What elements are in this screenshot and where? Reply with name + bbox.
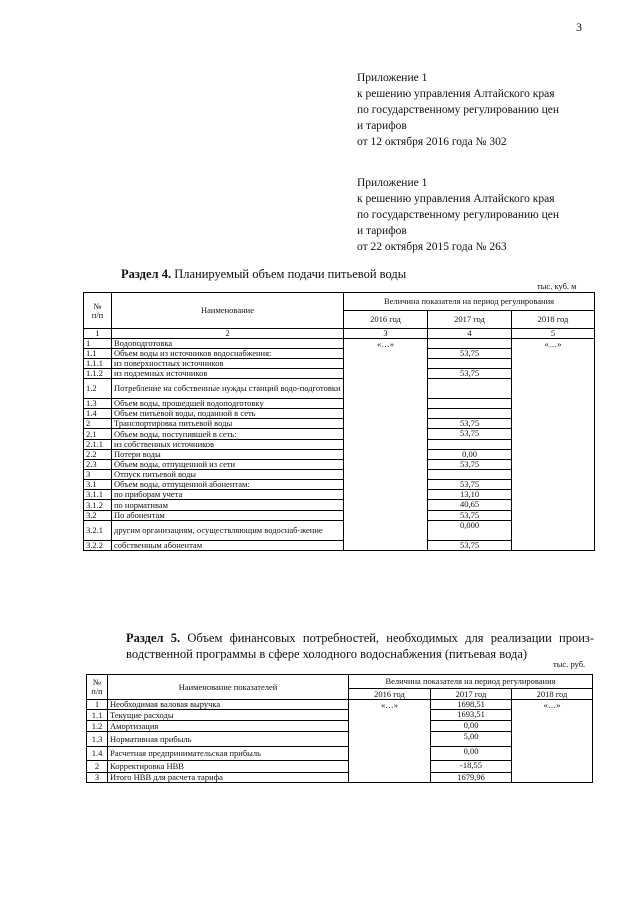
header-index: 2 bbox=[112, 329, 344, 339]
header-2018: 2018 год bbox=[512, 311, 595, 329]
value-2017 bbox=[428, 339, 512, 349]
row-num: 1.2 bbox=[84, 379, 112, 399]
row-num: 2.3 bbox=[84, 460, 112, 470]
header-period: Величина показателя на период регулирования bbox=[344, 293, 595, 311]
value-2018: «…» bbox=[512, 700, 593, 783]
row-num: 1.1.1 bbox=[84, 359, 112, 369]
row-name: Итого НВВ для расчета тарифа bbox=[108, 773, 349, 783]
value-2017: 53,75 bbox=[428, 541, 512, 551]
value-2017: 0,00 bbox=[428, 450, 512, 460]
value-2017: 13,10 bbox=[428, 490, 512, 500]
table-row bbox=[87, 700, 593, 710]
value-2016: «…» bbox=[344, 339, 428, 551]
value-2017: 53,75 bbox=[428, 349, 512, 359]
row-name: собственным абонентам bbox=[112, 541, 344, 551]
value-2017: 1693,51 bbox=[431, 710, 512, 721]
value-2017: 53,75 bbox=[428, 429, 512, 440]
row-num: 2.2 bbox=[84, 450, 112, 460]
row-num: 3.2.1 bbox=[84, 521, 112, 541]
row-name: Необходимая валовая выручка bbox=[108, 700, 349, 710]
header-name: Наименование показателей bbox=[108, 675, 349, 700]
row-num: 1.1.2 bbox=[84, 369, 112, 379]
row-name: Отпуск питьевой воды bbox=[112, 470, 344, 480]
row-name: Объем питьевой воды, поданной в сеть bbox=[112, 409, 344, 419]
value-2017: 0,00 bbox=[431, 747, 512, 761]
appendix-line: Приложение 1 bbox=[357, 177, 428, 189]
appendix-previous bbox=[357, 175, 559, 255]
row-num: 2 bbox=[84, 419, 112, 429]
row-name: Расчетная предпринимательская прибыль bbox=[108, 747, 349, 761]
page-number: 3 bbox=[576, 20, 582, 34]
appendix-line: к решению управления Алтайского края bbox=[357, 88, 555, 100]
header-num: № п/п bbox=[84, 293, 112, 329]
section4-title-text: Планируемый объем подачи питьевой воды bbox=[171, 267, 407, 281]
value-2018: «…» bbox=[512, 339, 595, 551]
row-num: 1 bbox=[84, 339, 112, 349]
value-2017: 53,75 bbox=[428, 419, 512, 429]
row-num: 1.4 bbox=[87, 747, 108, 761]
value-2017: 53,75 bbox=[428, 369, 512, 379]
header-name: Наименование bbox=[112, 293, 344, 329]
row-num: 1.3 bbox=[84, 399, 112, 409]
header-2016: 2016 год bbox=[349, 689, 431, 700]
row-name: Потребление на собственные нужды станций водо-подготовки bbox=[112, 379, 344, 399]
value-2017: 53,75 bbox=[428, 480, 512, 490]
appendix-line: и тарифов bbox=[357, 225, 407, 237]
value-2017: -18,55 bbox=[431, 761, 512, 773]
header-period: Величина показателя на период регулирования bbox=[349, 675, 593, 689]
row-name: По абонентам bbox=[112, 511, 344, 521]
section5-title bbox=[126, 630, 594, 662]
value-2017: 40,65 bbox=[428, 500, 512, 511]
row-name: Водоподготовка bbox=[112, 339, 344, 349]
row-num: 1.2 bbox=[87, 721, 108, 732]
appendix-line: Приложение 1 bbox=[357, 72, 428, 84]
row-num: 1.3 bbox=[87, 732, 108, 747]
value-2017: 53,75 bbox=[428, 511, 512, 521]
appendix-line: от 12 октября 2016 года № 302 bbox=[357, 136, 507, 148]
header-num: № п/п bbox=[87, 675, 108, 700]
section4-title bbox=[121, 266, 406, 282]
value-2017: 5,00 bbox=[431, 732, 512, 747]
header-2016: 2016 год bbox=[344, 311, 428, 329]
appendix-line: от 22 октября 2015 года № 263 bbox=[357, 241, 507, 253]
section5-title-text: Объем финансовых потребностей, необходимых для реализации произ-водственной программы в сфере холодного водоснабжения (питьевая вода) bbox=[126, 631, 594, 661]
appendix-current bbox=[357, 70, 559, 150]
row-name: другим организациям, осуществляющим водоснаб-жение bbox=[112, 521, 344, 541]
section4-label: Раздел 4. bbox=[121, 267, 172, 281]
header-2017: 2017 год bbox=[431, 689, 512, 700]
row-num: 3.2.2 bbox=[84, 541, 112, 551]
section5-label: Раздел 5. bbox=[126, 631, 181, 645]
row-name: Объем воды, отпущенной абонентам: bbox=[112, 480, 344, 490]
value-2017: 1698,51 bbox=[431, 700, 512, 710]
row-name: Объем воды, поступившей в сеть: bbox=[112, 429, 344, 440]
row-num: 1.1 bbox=[84, 349, 112, 359]
value-2017: 1679,96 bbox=[431, 773, 512, 783]
row-name: по нормативам bbox=[112, 500, 344, 511]
section4-table bbox=[83, 292, 595, 551]
row-num: 1.1 bbox=[87, 710, 108, 721]
section5-rows bbox=[87, 700, 593, 783]
section5-unit: тыс. руб. bbox=[553, 659, 586, 669]
row-name: Объем воды из источников водоснабжения: bbox=[112, 349, 344, 359]
value-2017 bbox=[428, 470, 512, 480]
header-index: 5 bbox=[512, 329, 595, 339]
value-2017 bbox=[428, 379, 512, 399]
row-num: 3.2 bbox=[84, 511, 112, 521]
row-name: Транспортировка питьевой воды bbox=[112, 419, 344, 429]
value-2017 bbox=[428, 399, 512, 409]
row-name: Корректировка НВВ bbox=[108, 761, 349, 773]
row-name: из подземных источников bbox=[112, 369, 344, 379]
header-index: 1 bbox=[84, 329, 112, 339]
row-num: 2 bbox=[87, 761, 108, 773]
row-num: 3.1 bbox=[84, 480, 112, 490]
value-2016: «…» bbox=[349, 700, 431, 783]
value-2017 bbox=[428, 440, 512, 450]
row-name: Объем воды, прошедшей водоподготовку bbox=[112, 399, 344, 409]
row-name: Потери воды bbox=[112, 450, 344, 460]
appendix-line: по государственному регулированию цен bbox=[357, 209, 560, 221]
appendix-line: к решению управления Алтайского края bbox=[357, 193, 555, 205]
row-num: 3 bbox=[84, 470, 112, 480]
header-index: 4 bbox=[428, 329, 512, 339]
value-2017: 0,000 bbox=[428, 521, 512, 541]
row-name: по приборам учета bbox=[112, 490, 344, 500]
value-2017 bbox=[428, 409, 512, 419]
row-name: Объем воды, отпущенной из сети bbox=[112, 460, 344, 470]
row-name: Амортизация bbox=[108, 721, 349, 732]
section5-table bbox=[86, 674, 593, 783]
value-2017 bbox=[428, 359, 512, 369]
row-name: Нормативная прибыль bbox=[108, 732, 349, 747]
row-name: из поверхностных источников bbox=[112, 359, 344, 369]
row-num: 3 bbox=[87, 773, 108, 783]
table-row bbox=[84, 339, 595, 349]
header-index: 3 bbox=[344, 329, 428, 339]
appendix-line: и тарифов bbox=[357, 120, 407, 132]
section4-rows bbox=[84, 339, 595, 551]
row-num: 3.1.1 bbox=[84, 490, 112, 500]
row-name: из собственных источников bbox=[112, 440, 344, 450]
row-num: 2.1.1 bbox=[84, 440, 112, 450]
row-num: 1.4 bbox=[84, 409, 112, 419]
appendix-line: по государственному регулированию цен bbox=[357, 104, 560, 116]
header-2017: 2017 год bbox=[428, 311, 512, 329]
value-2017: 53,75 bbox=[428, 460, 512, 470]
header-2018: 2018 год bbox=[512, 689, 593, 700]
row-num: 1 bbox=[87, 700, 108, 710]
section4-unit: тыс. куб. м bbox=[537, 281, 577, 291]
row-num: 2.1 bbox=[84, 429, 112, 440]
value-2017: 0,00 bbox=[431, 721, 512, 732]
row-num: 3.1.2 bbox=[84, 500, 112, 511]
row-name: Текущие расходы bbox=[108, 710, 349, 721]
